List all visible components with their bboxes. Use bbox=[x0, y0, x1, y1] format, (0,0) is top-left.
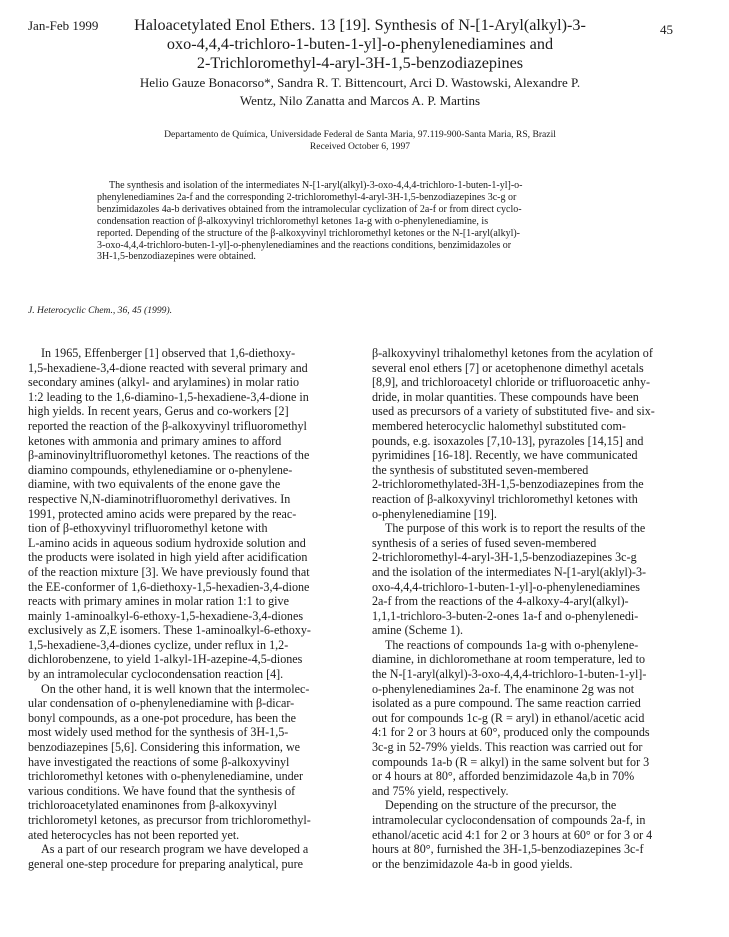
body-text-line: diamino compounds, ethylenediamine or o-phenylene- bbox=[28, 462, 293, 477]
body-text-line: secondary amines (alkyl- and arylamines) in molar ratio bbox=[28, 375, 300, 390]
body-text-line: trichloroacetylated enaminones from β-alkoxyvinyl bbox=[28, 798, 277, 813]
abstract-line: The synthesis and isolation of the intermediates N-[1-aryl(alkyl)-3-oxo-4,4,4-trichloro-1-buten-1-yl]-o- bbox=[109, 180, 523, 191]
body-text-line: pyrimidines [16-18]. Recently, we have communicated bbox=[372, 448, 638, 463]
body-text-line: exclusively as Z,E isomers. These 1-aminoalkyl-6-ethoxy- bbox=[28, 623, 311, 638]
body-text-line: the N-[1-aryl(alkyl)-3-oxo-4,4,4-trichloro-1-buten-1-yl]- bbox=[372, 667, 647, 682]
title-line-2: oxo-4,4,4-trichloro-1-buten-1-yl]-o-phenylenediamines and bbox=[166, 35, 554, 53]
body-text-line: ated heterocycles has not been reported yet. bbox=[28, 827, 240, 842]
body-text-line: bonyl compounds, as a one-pot procedure, has been the bbox=[28, 710, 296, 725]
body-text-line: β-alkoxyvinyl trihalomethyl ketones from the acylation of bbox=[372, 346, 653, 360]
body-text-line: used as precursors of a variety of substituted five- and six- bbox=[372, 404, 655, 419]
body-text-line: the products were isolated in high yield after acidification bbox=[28, 550, 308, 565]
body-text-line: amine (Scheme 1). bbox=[372, 623, 464, 638]
body-text-line: 2-trichloromethyl-4-aryl-3H-1,5-benzodiazepines 3c-g bbox=[372, 550, 637, 565]
body-text-line: tion of β-ethoxyvinyl trifluoromethyl ketone with bbox=[28, 521, 268, 536]
body-text-line: Depending on the structure of the precursor, the bbox=[385, 798, 617, 813]
body-text-line: of the reaction mixture [3]. We have previously found that bbox=[28, 564, 310, 579]
body-text-line: 1,5-hexadiene-3,4-dione reacted with several primary and bbox=[28, 360, 308, 375]
body-text-line: oxo-4,4,4-trichloro-1-buten-1-yl]-o-phenylenediamines bbox=[372, 579, 640, 594]
body-text-line: and 75% yield, respectively. bbox=[372, 783, 509, 798]
body-text-line: 1991, protected amino acids were prepared by the reac- bbox=[28, 506, 297, 521]
body-text-line: benzodiazepines [5,6]. Considering this information, we bbox=[28, 740, 301, 755]
body-text-line: dride, in molar quantities. These compounds have been bbox=[372, 389, 639, 404]
body-text-line: most widely used method for the synthesis of 3H-1,5- bbox=[28, 725, 289, 740]
body-text-line: 1,1,1-trichloro-3-buten-2-ones 1a-f and o-phenylenedi- bbox=[372, 608, 639, 623]
abstract-line: benzimidazoles 4a-b derivatives obtained from the intramolecular cyclization of 2a-f or from direct cyclo- bbox=[97, 203, 522, 215]
body-text-line: have investigated the reactions of some β-alkoxyvinyl bbox=[28, 754, 290, 769]
abstract-line: phenylenediamines 2a-f and the corresponding 2-trichloromethyl-4-aryl-3H-1,5-benzodiazepines 3c-g or bbox=[97, 191, 517, 203]
affiliation bbox=[110, 129, 610, 153]
body-text-line: The purpose of this work is to report the results of the bbox=[385, 521, 646, 536]
body-text-line: In 1965, Effenberger [1] observed that 1,6-diethoxy- bbox=[41, 346, 296, 360]
abstract bbox=[97, 180, 632, 263]
body-text-line: out for compounds 1c-g (R = aryl) in ethanol/acetic acid bbox=[372, 710, 645, 725]
running-header-date: Jan-Feb 1999 bbox=[28, 18, 99, 33]
body-text-line: the synthesis of substituted seven-membered bbox=[372, 462, 589, 477]
received-date: Received October 6, 1997 bbox=[309, 141, 411, 152]
body-text-line: ular condensation of o-phenylenediamine with β-dicar- bbox=[28, 696, 295, 711]
body-text-line: 1:2 leading to the 1,6-diamino-1,5-hexadiene-3,4-dione in bbox=[28, 389, 309, 404]
journal-reference: J. Heterocyclic Chem., 36, 45 (1999). bbox=[28, 305, 173, 316]
body-text-line: ethanol/acetic acid 4:1 for 2 or 3 hours at 60° or for 3 or 4 bbox=[372, 827, 653, 842]
body-text-line: dichlorobenzene, to yield 1-alkyl-1H-azepine-4,5-diones bbox=[28, 652, 303, 667]
authors-line-2: Wentz, Nilo Zanatta and Marcos A. P. Martins bbox=[239, 93, 481, 108]
abstract-line: condensation reaction of β-alkoxyvinyl trichloromethyl ketones 1a-g with o-phenylenediamine, is bbox=[97, 215, 489, 227]
body-text-line: β-aminovinyltrifluoromethyl ketones. The reactions of the bbox=[28, 448, 310, 463]
body-text-line: reported the reaction of the β-alkoxyvinyl trifluoromethyl bbox=[28, 418, 307, 433]
abstract-line: 3-oxo-4,4,4-trichloro-buten-1-yl]-o-phenylenediamines and the reactions conditions, benzimidazoles or bbox=[97, 239, 512, 251]
body-text-line: and the isolation of the intermediates N-[1-aryl(aklyl)-3- bbox=[372, 564, 647, 579]
body-text-line: reaction of β-alkoxyvinyl trichloromethyl ketones with bbox=[372, 491, 638, 506]
body-text-line: diamine, in dichloromethane at room temperature, led to bbox=[372, 652, 646, 667]
body-column-right bbox=[372, 346, 692, 871]
body-text-line: [8,9], and trichloroacetyl chloride or trifluoroacetic anhy- bbox=[372, 375, 651, 390]
body-text-line: by an intramolecular cyclocondensation reaction [4]. bbox=[28, 667, 284, 682]
body-text-line: intramolecular cyclocondensation of compounds 2a-f, in bbox=[372, 813, 646, 827]
body-text-line: ketones with ammonia and primary amines to afford bbox=[28, 433, 282, 448]
body-text-line: various conditions. We have found that the synthesis of bbox=[28, 783, 296, 798]
body-text-line: mainly 1-aminoalkyl-6-ethoxy-1,5-hexadiene-3,4-diones bbox=[28, 608, 304, 623]
abstract-line: 3H-1,5-benzodiazepines were obtained. bbox=[97, 251, 256, 263]
body-text-line: o-phenylenediamine [19]. bbox=[372, 506, 497, 521]
body-text-line: hours at 80°, furnished the 3H-1,5-benzodiazepines 3c-f bbox=[372, 842, 644, 857]
body-text-line: reacts with primary amines in molar ration 1:1 to give bbox=[28, 594, 289, 609]
body-text-line: isolated as a pure compound. The same reaction carried bbox=[372, 696, 641, 711]
body-column-left bbox=[28, 346, 348, 871]
body-text-line: several enol ethers [7] or acetophenone dimethyl acetals bbox=[372, 360, 644, 375]
body-text-line: general one-step procedure for preparing analytical, pure bbox=[28, 856, 303, 871]
body-text-line: the EE-conformer of 1,6-diethoxy-1,5-hexadien-3,4-dione bbox=[28, 579, 310, 594]
body-text-line: synthesis of a series of fused seven-membered bbox=[372, 535, 597, 550]
body-text-line: high yields. In recent years, Gerus and co-workers [2] bbox=[28, 404, 289, 419]
body-text-line: pounds, e.g. isoxazoles [7,10-13], pyrazoles [14,15] and bbox=[372, 433, 644, 448]
abstract-line: reported. Depending of the structure of the β-alkoxyvinyl trichloromethyl ketones or the N-[1-aryl(alkyl)- bbox=[97, 227, 521, 239]
affiliation-address: Departamento de Química, Universidade Federal de Santa Maria, 97.119-900-Santa Maria, RS, Brazil bbox=[164, 129, 556, 140]
body-text-line: respective N,N-diaminotrifluoromethyl derivatives. In bbox=[28, 491, 291, 506]
title-line-1: Haloacetylated Enol Ethers. 13 [19]. Synthesis of N-[1-Aryl(alkyl)-3- bbox=[134, 16, 586, 34]
body-text-line: The reactions of compounds 1a-g with o-phenylene- bbox=[385, 637, 639, 652]
title-block bbox=[110, 16, 610, 109]
body-text-line: 2-trichloromethylated-3H-1,5-benzodiazepines from the bbox=[372, 477, 644, 492]
authors-line-1: Helio Gauze Bonacorso*, Sandra R. T. Bittencourt, Arci D. Wastowski, Alexandre P. bbox=[139, 75, 581, 90]
title-line-3: 2-Trichloromethyl-4-aryl-3H-1,5-benzodiazepines bbox=[196, 54, 524, 72]
body-text-line: membered heterocyclic halomethyl substituted com- bbox=[372, 418, 626, 433]
body-text-line: L-amino acids in aqueous sodium hydroxide solution and bbox=[28, 535, 306, 550]
body-text-line: On the other hand, it is well known that the intermolec- bbox=[41, 681, 310, 696]
body-text-line: 3c-g in 52-79% yields. This reaction was carried out for bbox=[372, 740, 643, 755]
body-text-line: or the benzimidazole 4a-b in good yields. bbox=[372, 856, 573, 871]
body-text-line: diamine, with two equivalents of the enone gave the bbox=[28, 477, 281, 492]
body-text-line: trichlorometyl ketones, as precursor from trichloromethyl- bbox=[28, 813, 311, 827]
body-text-line: trichloromethyl ketones with o-phenylenediamine, under bbox=[28, 769, 304, 784]
body-text-line: compounds 1a-b (R = alkyl) in the same solvent but for 3 bbox=[372, 754, 650, 769]
body-text-line: 2a-f from the reactions of the 4-alkoxy-4-aryl(alkyl)- bbox=[372, 594, 629, 609]
body-text-line: 4:1 for 2 or 3 hours at 60°, produced only the compounds bbox=[372, 725, 650, 740]
body-text-line: 1,5-hexadiene-3,4-diones cyclize, under reflux in 1,2- bbox=[28, 637, 289, 652]
page-number: 45 bbox=[660, 22, 673, 37]
body-text-line: As a part of our research program we have developed a bbox=[41, 842, 309, 857]
body-text-line: o-phenylenediamines 2a-f. The enaminone 2g was not bbox=[372, 681, 635, 696]
body-text-line: or 4 hours at 80°, afforded benzimidazole 4a,b in 70% bbox=[372, 769, 635, 784]
